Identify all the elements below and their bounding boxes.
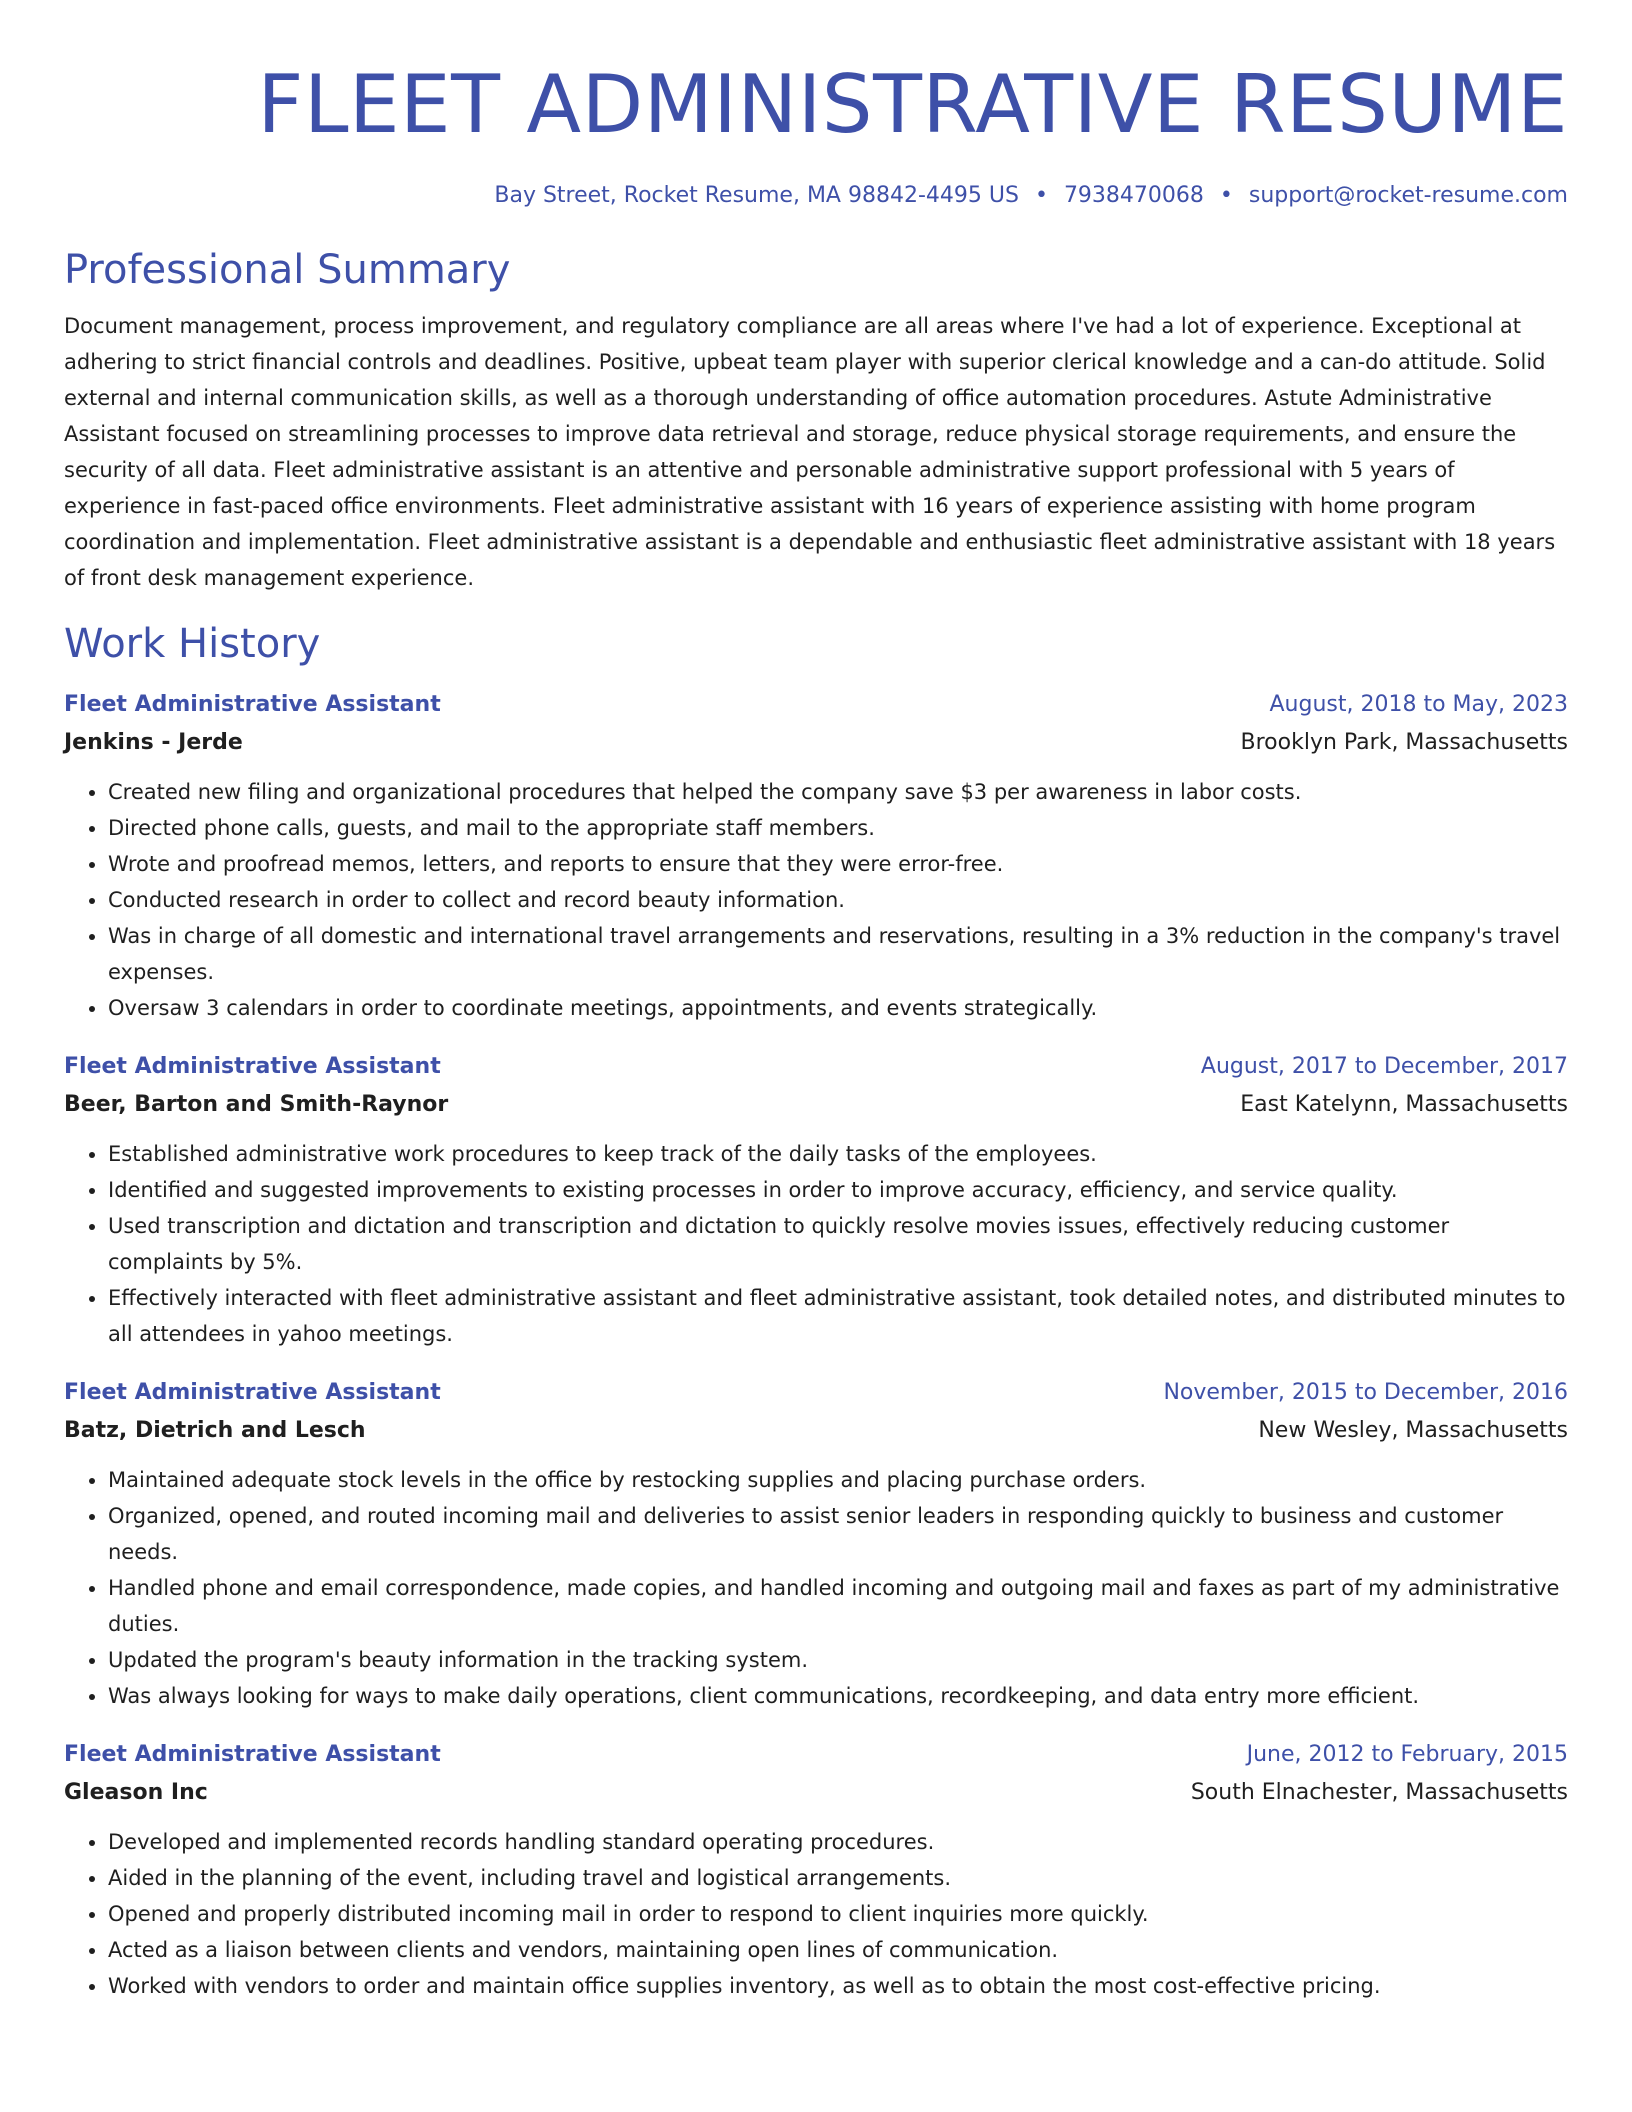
resume-title: FLEET ADMINISTRATIVE RESUME <box>257 58 1568 151</box>
work-history-heading: Work History <box>64 621 321 667</box>
job-company: Batz, Dietrich and Lesch <box>64 1418 366 1443</box>
job-bullets <box>64 1462 1568 1714</box>
job-entry <box>64 686 1568 1026</box>
contact-phone: 7938470068 <box>1063 183 1204 208</box>
job-title: Fleet Administrative Assistant <box>64 1380 441 1405</box>
work-history-list <box>64 686 1568 2004</box>
job-dates: November, 2015 to December, 2016 <box>1163 1380 1568 1405</box>
summary-heading: Professional Summary <box>64 247 511 293</box>
contact-separator: • <box>1034 183 1048 208</box>
contact-email: support@rocket-resume.com <box>1248 183 1568 208</box>
job-bullet: • Updated the program's beauty information in the tracking system. <box>108 1642 1568 1678</box>
job-title-row <box>64 1374 1568 1412</box>
job-bullet: • Acted as a liaison between clients and vendors, maintaining open lines of communication. <box>108 1932 1568 1968</box>
job-bullets <box>64 1824 1568 2004</box>
job-title-row <box>64 1048 1568 1086</box>
job-title: Fleet Administrative Assistant <box>64 692 441 717</box>
job-dates: August, 2017 to December, 2017 <box>1200 1054 1568 1079</box>
job-bullet: • Directed phone calls, guests, and mail to the appropriate staff members. <box>108 810 1568 846</box>
job-company: Beer, Barton and Smith-Raynor <box>64 1092 449 1117</box>
contact-address: Bay Street, Rocket Resume, MA 98842-4495 US <box>494 183 1019 208</box>
job-dates: June, 2012 to February, 2015 <box>1246 1742 1568 1767</box>
job-company-row <box>64 724 1568 762</box>
job-title: Fleet Administrative Assistant <box>64 1742 441 1767</box>
job-company-row <box>64 1086 1568 1124</box>
job-bullet: • Opened and properly distributed incoming mail in order to respond to client inquiries more quickly. <box>108 1896 1568 1932</box>
resume-page <box>64 0 1568 2004</box>
job-bullet: • Used transcription and dictation and transcription and dictation to quickly resolve movies issues, effectively reducing customer complaints by 5%. <box>108 1208 1568 1280</box>
job-title-row <box>64 686 1568 724</box>
job-bullet: • Oversaw 3 calendars in order to coordinate meetings, appointments, and events strategically. <box>108 990 1568 1026</box>
job-location: East Katelynn, Massachusetts <box>1240 1092 1568 1117</box>
job-company-row <box>64 1774 1568 1812</box>
job-bullets <box>64 1136 1568 1352</box>
job-location: South Elnachester, Massachusetts <box>1190 1780 1568 1805</box>
job-bullet: • Organized, opened, and routed incoming mail and deliveries to assist senior leaders in responding quickly to business and customer needs. <box>108 1498 1568 1570</box>
summary-text: Document management, process improvement, and regulatory compliance are all areas where I've had a lot of experience. Exceptional at adhering to strict financial controls and deadlines. Positive, upbeat team player with superior clerical knowledge and a can-do attitude. Solid external and internal communication skills, as well as a thorough understanding of office automation procedures. Astute Administrative Assistant focused on streamlining processes to improve data retrieval and storage, reduce physical storage requirements, and ensure the security of all data. Fleet administrative assistant is an attentive and personable administrative support professional with 5 years of experience in fast-paced office environments. Fleet administrative assistant with 16 years of experience assisting with home program coordination and implementation. Fleet administrative assistant is a dependable and enthusiastic fleet administrative assistant with 18 years of front desk management experience. <box>64 314 1556 590</box>
job-bullet: • Developed and implemented records handling standard operating procedures. <box>108 1824 1568 1860</box>
job-company-row <box>64 1412 1568 1450</box>
job-bullet: • Conducted research in order to collect and record beauty information. <box>108 882 1568 918</box>
job-location: New Wesley, Massachusetts <box>1258 1418 1568 1443</box>
job-bullets <box>64 774 1568 1026</box>
contact-line <box>64 180 1568 212</box>
job-title: Fleet Administrative Assistant <box>64 1054 441 1079</box>
job-title-row <box>64 1736 1568 1774</box>
job-dates: August, 2018 to May, 2023 <box>1269 692 1568 717</box>
job-bullet: • Handled phone and email correspondence, made copies, and handled incoming and outgoing mail and faxes as part of my administrative duties. <box>108 1570 1568 1642</box>
job-bullet: • Aided in the planning of the event, including travel and logistical arrangements. <box>108 1860 1568 1896</box>
job-company: Gleason Inc <box>64 1780 208 1805</box>
job-bullet: • Worked with vendors to order and maintain office supplies inventory, as well as to obtain the most cost-effective pricing. <box>108 1968 1568 2004</box>
job-bullet: • Maintained adequate stock levels in the office by restocking supplies and placing purchase orders. <box>108 1462 1568 1498</box>
job-entry <box>64 1048 1568 1352</box>
job-company: Jenkins - Jerde <box>64 730 243 755</box>
job-bullet: • Wrote and proofread memos, letters, and reports to ensure that they were error-free. <box>108 846 1568 882</box>
job-bullet: • Was always looking for ways to make daily operations, client communications, recordkeeping, and data entry more efficient. <box>108 1678 1568 1714</box>
job-bullet: • Established administrative work procedures to keep track of the daily tasks of the employees. <box>108 1136 1568 1172</box>
job-bullet: • Effectively interacted with fleet administrative assistant and fleet administrative assistant, took detailed notes, and distributed minutes to all attendees in yahoo meetings. <box>108 1280 1568 1352</box>
job-location: Brooklyn Park, Massachusetts <box>1240 730 1568 755</box>
job-bullet: • Created new filing and organizational procedures that helped the company save $3 per awareness in labor costs. <box>108 774 1568 810</box>
job-entry <box>64 1374 1568 1714</box>
contact-separator: • <box>1219 183 1233 208</box>
job-bullet: • Identified and suggested improvements to existing processes in order to improve accuracy, efficiency, and service quality. <box>108 1172 1568 1208</box>
job-bullet: • Was in charge of all domestic and international travel arrangements and reservations, resulting in a 3% reduction in the company's travel expenses. <box>108 918 1568 990</box>
job-entry <box>64 1736 1568 2004</box>
